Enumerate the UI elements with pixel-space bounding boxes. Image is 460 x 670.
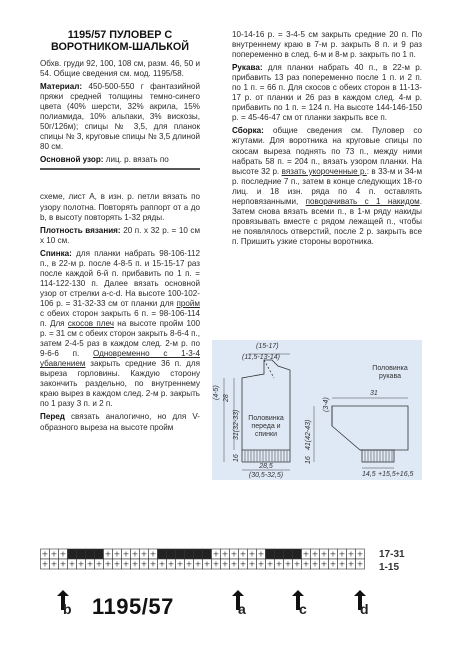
rib-label: 16 xyxy=(233,454,240,462)
body-label-1: Половинка xyxy=(248,415,284,422)
mark-b: b xyxy=(63,601,72,617)
chart-plus-symbol: + xyxy=(275,559,283,569)
chart-plus-symbol: + xyxy=(320,559,328,569)
chart-plus-symbol: + xyxy=(329,549,337,559)
material-paragraph xyxy=(40,82,200,152)
chart-plus-symbol: + xyxy=(131,559,139,569)
body-label-2: переда и xyxy=(251,423,281,430)
neck-dash xyxy=(264,360,274,378)
chart-plus-symbol: + xyxy=(131,549,139,559)
mark-c: c xyxy=(299,601,307,617)
back-label: Спинка: xyxy=(40,248,72,258)
back-underline-3: Одновременно с 1-3-4 убавлением xyxy=(40,349,200,369)
chart-plus-symbol: + xyxy=(104,559,112,569)
sleeve-piece xyxy=(332,406,408,450)
back-underline-1: пройм xyxy=(176,298,200,308)
chart-cell xyxy=(68,549,77,559)
back-text-4: закрыть средние 36 п. для выреза горловины. Каждую сторону закончить раздельно, по внутреннему краю вырез в каждом след. 2-м р. закрыть по 1 разу 3 п. и 2 п. xyxy=(40,359,200,409)
row-label-bottom: 1-15 xyxy=(379,562,400,573)
chart-plus-symbol: + xyxy=(86,559,94,569)
sleeve-side-label: 41(42-43) xyxy=(305,419,312,450)
chart-plus-symbol: + xyxy=(347,549,355,559)
chart-plus-symbol: + xyxy=(95,559,103,569)
density-paragraph xyxy=(40,226,200,246)
assembly-label: Сборка: xyxy=(232,126,264,136)
chart-plus-symbol: + xyxy=(113,559,121,569)
mark-d: d xyxy=(360,601,369,617)
sleeve-label-2: рукава xyxy=(379,373,401,380)
article-title xyxy=(40,30,200,53)
chart-cell xyxy=(203,549,212,559)
sleeve-rib-hatch xyxy=(362,450,394,462)
assembly-text-2: : в 33-м и 34-м р. последние 7 п., затем в конце следующих 18-го лиц. и 18 изн. ряда по 4 п. оставлять нерповязанными, xyxy=(232,166,423,206)
chart-cell xyxy=(284,549,293,559)
mark-a: a xyxy=(238,601,246,617)
chart-plus-symbol: + xyxy=(185,559,193,569)
neck-dim-label: (4-5) xyxy=(213,385,220,400)
back-text: для планки набрать 98-106-112 п., в 22-м р. после 4-8-5 п. и 15-15-17 раз после каждой 6-й п. прибавить по 1 п. = 114-122-130 п. Далее вязать основной узор от стрелки a-c-d. На высоте 100-102-106 р. = 31-32-33 см от планки для xyxy=(40,248,201,308)
chart-plus-symbol: + xyxy=(59,549,67,559)
chart-plus-symbol: + xyxy=(113,549,121,559)
front-paragraph xyxy=(40,412,200,432)
chart-plus-symbol: + xyxy=(248,549,256,559)
sleeve-cuff-label: 14,5 xyxy=(362,471,376,478)
chart-plus-symbol: + xyxy=(284,559,292,569)
chart-plus-symbol: + xyxy=(104,549,112,559)
chart-plus-symbol: + xyxy=(221,559,229,569)
sleeves-label: Рукава: xyxy=(232,63,263,73)
chart-plus-symbol: + xyxy=(122,559,130,569)
chart-cell xyxy=(86,549,95,559)
assembly-text-3: . Затем снова вязать всеми п., в 1-м ряду накиды провязывать вместе с рядом лежащей п., чтобы не появлялось отверстий, после 2 р. закрыть все п. Пришить узкие стороны воротника. xyxy=(232,196,422,246)
sleeve-cuff-label-2: +15,5+16,5 xyxy=(378,471,414,478)
sleeves-paragraph xyxy=(232,63,422,123)
column-divider xyxy=(40,168,200,170)
chart-plus-symbol: + xyxy=(77,559,85,569)
chart-plus-symbol: + xyxy=(59,559,67,569)
chart-plus-symbol: + xyxy=(338,559,346,569)
chart-plus-symbol: + xyxy=(221,549,229,559)
body-outline xyxy=(242,360,290,462)
assembly-paragraph xyxy=(232,126,422,247)
chart-plus-symbol: + xyxy=(302,559,310,569)
material-label: Материал: xyxy=(40,82,83,92)
material-text: 450-500-550 г фантазийной пряжи средней толщины темно-синего цвета (40% шерсти, 32% акрила, 15% полиамида, 10% альпаки, 3% вискозы, 50г/126м); спицы № 3,5, для планок спицы № 3, круговые спицы № 3,5 длиной 80 см. xyxy=(40,82,200,152)
pattern-text-1: лиц. р. вязать по xyxy=(105,155,169,165)
chart-grid xyxy=(40,548,370,570)
right-column xyxy=(232,30,422,250)
pattern-label: Основной узор: xyxy=(40,155,104,165)
pattern-paragraph xyxy=(40,155,200,165)
title-line-1: 1195/57 ПУЛОВЕР С xyxy=(67,29,173,41)
chart-plus-symbol: + xyxy=(338,549,346,559)
chart-plus-symbol: + xyxy=(248,559,256,569)
back-text-3: на высоте пройм 100 р. = 31 см с обеих сторон закрыть 8-6-4 п., затем 2-4-5 раз в каждом след. 2-м р. по 9-6-6 п. xyxy=(40,319,200,359)
chart-plus-symbol: + xyxy=(302,549,310,559)
chart-plus-symbol: + xyxy=(212,559,220,569)
row-label-top: 17-31 xyxy=(379,549,405,560)
chart-plus-symbol: + xyxy=(239,559,247,569)
chart-plus-symbol: + xyxy=(257,549,265,559)
chart-plus-symbol: + xyxy=(140,549,148,559)
pattern-continuation: схеме, лист А, в изн. р. петли вязать по узору полотна. Повторять раппорт от a до b, в высоту повторять 1-32 ряды. xyxy=(40,192,200,222)
chart-plus-symbol: + xyxy=(140,559,148,569)
front-continuation: 10-14-16 р. = 3-4-5 см закрыть средние 20 п. По внутреннему краю в 7-м р. закрыть 8 п. и 9 раз попеременно в след. 6-м и 8-м р. закрыть по 1 п. xyxy=(232,30,422,60)
chart-plus-symbol: + xyxy=(50,549,58,559)
chart-plus-symbol: + xyxy=(158,559,166,569)
body-rib-hatch xyxy=(245,450,287,462)
chart-plus-symbol: + xyxy=(212,549,220,559)
chart-cell xyxy=(275,549,284,559)
chart-cell xyxy=(167,549,176,559)
sleeves-text: для планки набрать 40 п., в 22-м р. прибавить 13 раз попеременно после 1 п. и 2 п. по 1 п. = 66 п. Для скосов с обеих сторон в 11-13-17 р. от планки и 26 раз в каждом след. 4-м р. прибавить по 1 п. = 124 п. На высоте 144-146-150 р. = 45-46-47 см от планки закрыть все п. xyxy=(232,63,422,123)
chart-plus-symbol: + xyxy=(194,559,202,569)
top-dim-label-2: (11,5-13-14) xyxy=(242,354,281,361)
body-piece xyxy=(242,360,290,462)
front-label: Перед xyxy=(40,412,65,422)
armhole-label: 28 xyxy=(223,394,230,402)
chart-plus-symbol: + xyxy=(293,559,301,569)
assembly-underline-2: поворачивать с 1 накидом xyxy=(305,196,420,206)
sizes-paragraph: Обхв. груди 92, 100, 108 см, разм. 46, 50 и 54. Общие сведения см. мод. 1195/58. xyxy=(40,59,200,79)
chart-plus-symbol: + xyxy=(41,559,49,569)
chart-plus-symbol: + xyxy=(230,559,238,569)
assembly-underline-1: вязать укороченные р. xyxy=(281,166,367,176)
body-label-3: спинки xyxy=(254,431,278,438)
chart-cell xyxy=(185,549,194,559)
chart-cell xyxy=(176,549,185,559)
back-underline-2: скосов плеч xyxy=(67,319,114,329)
back-paragraph xyxy=(40,249,200,410)
front-text: связать аналогично, но для V-образного выреза на высоте пройм xyxy=(40,412,200,432)
chart-cell xyxy=(266,549,275,559)
title-line-2: ВОРОТНИКОМ-ШАЛЬКОЙ xyxy=(51,40,189,53)
chart-plus-symbol: + xyxy=(320,549,328,559)
chart-plus-symbol: + xyxy=(347,559,355,569)
chart-plus-symbol: + xyxy=(329,559,337,569)
chart-plus-symbol: + xyxy=(311,559,319,569)
chart-plus-symbol: + xyxy=(41,549,49,559)
chart-plus-symbol: + xyxy=(230,549,238,559)
side-label: 31(32-33) xyxy=(233,409,240,440)
chart-plus-symbol: + xyxy=(311,549,319,559)
chart-cell xyxy=(293,549,302,559)
chart-plus-symbol: + xyxy=(176,559,184,569)
assembly-text: общие сведения см. Пуловер со жгутами. Для воротника на круговые спицы по скосам выреза поднять по 73 п., между ними набрать 58 п. = 204 п., вязать узором планки. На высоте 32 р. xyxy=(232,126,423,176)
chart-cell xyxy=(158,549,167,559)
sleeve-outline xyxy=(332,406,408,450)
sleeve-rib-label: 16 xyxy=(305,456,312,464)
chart-plus-symbol: + xyxy=(257,559,265,569)
chart-plus-symbol: + xyxy=(356,549,364,559)
chart-plus-symbol: + xyxy=(149,559,157,569)
diagram-svg xyxy=(212,340,422,480)
top-dim-label: (15-17) xyxy=(256,343,279,350)
chart-plus-symbol: + xyxy=(122,549,130,559)
model-code: 1195/57 xyxy=(92,594,174,619)
chart-plus-symbol: + xyxy=(68,559,76,569)
sleeve-cap-label: (3-4) xyxy=(323,397,330,412)
left-column xyxy=(40,30,200,436)
sleeve-top-label: 31 xyxy=(370,390,378,397)
pattern-diagram xyxy=(212,340,422,480)
width-label-1: 28,5 xyxy=(259,463,273,470)
width-label-2: (30,5-32,5) xyxy=(248,472,284,479)
chart-plus-symbol: + xyxy=(149,549,157,559)
chart-plus-symbol: + xyxy=(167,559,175,569)
chart-cell xyxy=(95,549,104,559)
chart-plus-symbol: + xyxy=(356,559,364,569)
spacer xyxy=(40,174,200,192)
chart-cell xyxy=(194,549,203,559)
knitting-chart xyxy=(40,548,370,570)
chart-cell xyxy=(77,549,86,559)
chart-plus-symbol: + xyxy=(50,559,58,569)
density-text: 20 п. х 32 р. = 10 см х 10 см. xyxy=(40,225,201,245)
sleeve-label-1: Половинка xyxy=(372,365,408,372)
chart-plus-symbol: + xyxy=(203,559,211,569)
chart-plus-symbol: + xyxy=(239,549,247,559)
density-label: Плотность вязания: xyxy=(40,225,121,235)
back-text-2: с обеих сторон закрыть 6 п. = 98-106-114 п. Для xyxy=(40,308,200,329)
chart-plus-symbol: + xyxy=(266,559,274,569)
